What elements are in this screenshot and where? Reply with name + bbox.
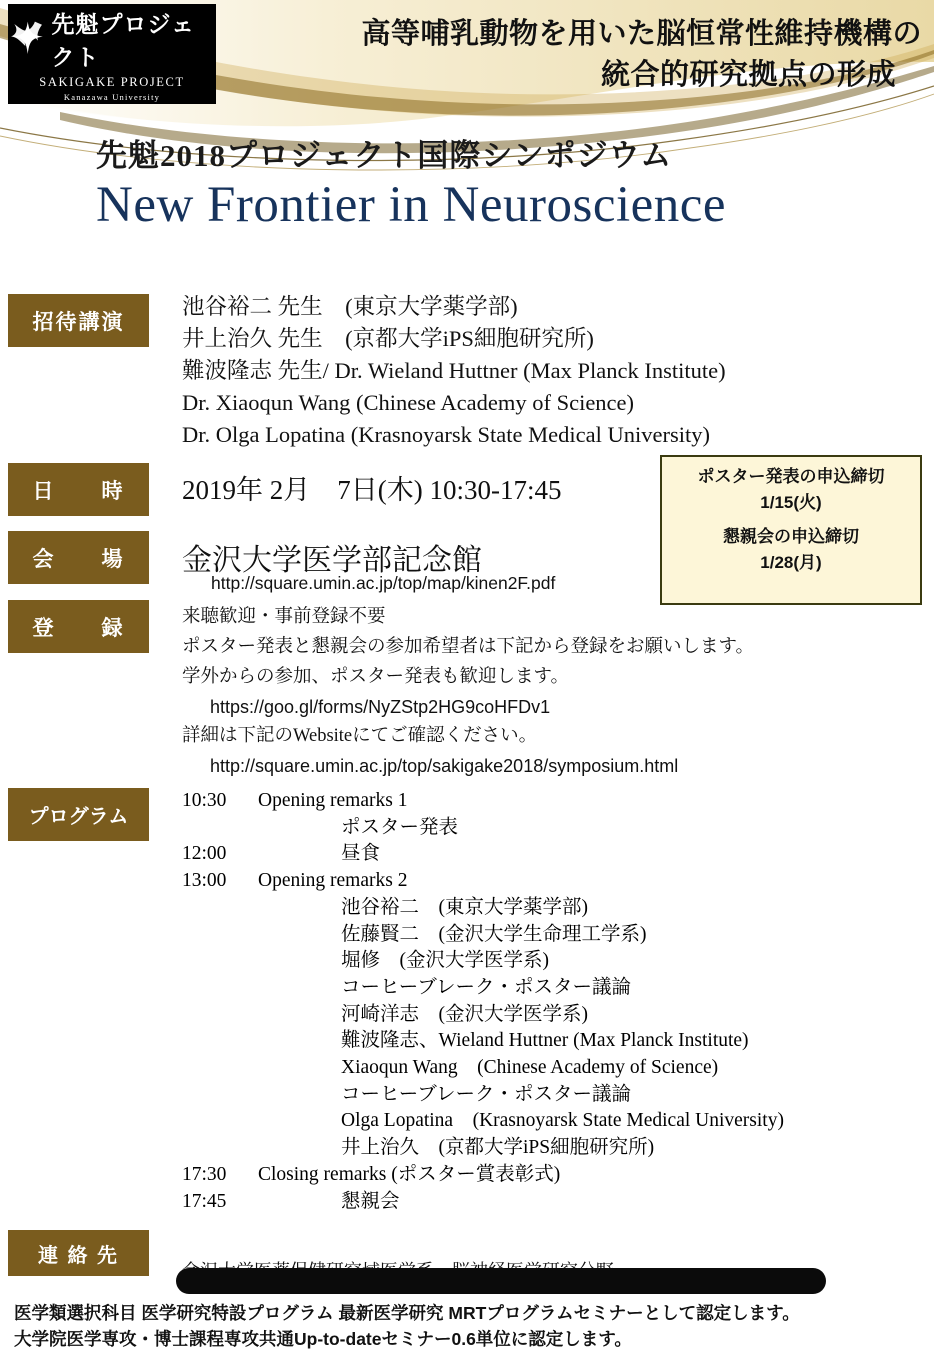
- program-list: [182, 788, 784, 1215]
- program-desc: ポスター発表: [341, 816, 459, 838]
- registration-info: [182, 603, 922, 781]
- venue-map-url[interactable]: http://square.umin.ac.jp/top/map/kinen2F.pdf: [211, 573, 556, 593]
- program-time: [182, 948, 258, 975]
- program-row: [182, 1082, 784, 1109]
- program-time: [182, 1108, 258, 1135]
- label-contact: 連 絡 先: [8, 1230, 149, 1276]
- sakigake-logo: [8, 4, 216, 104]
- program-desc: 難波隆志、Wieland Huttner (Max Planck Institute): [341, 1030, 749, 1052]
- program-desc: Opening remarks 1: [258, 790, 408, 811]
- contact-email-redaction: [176, 1268, 826, 1294]
- program-row: [182, 815, 784, 842]
- program-row: [182, 1162, 784, 1189]
- program-row: [182, 788, 784, 815]
- program-time: 13:00: [182, 870, 227, 892]
- program-time: [182, 1002, 258, 1029]
- label-invited-lecture: 招待講演: [8, 294, 149, 347]
- header-title-line2: 統合的研究拠点の形成: [600, 59, 896, 92]
- logo-text-jp: 先魁プロジェクト: [51, 12, 196, 70]
- deadline-box: [660, 455, 922, 605]
- program-time: [182, 895, 258, 922]
- program-desc: 井上治久 (京都大学iPS細胞研究所): [341, 1137, 655, 1159]
- program-time: [182, 1055, 258, 1082]
- symposium-title-en: New Frontier in Neuroscience: [96, 177, 727, 233]
- invited-speaker: Dr. Xiaoqun Wang (Chinese Academy of Science): [182, 389, 635, 415]
- invited-speaker: 難波隆志 先生/ Dr. Wieland Huttner (Max Planck Institute): [182, 357, 726, 383]
- social-deadline-date: 1/28(月): [760, 552, 822, 572]
- program-desc: Olga Lopatina (Krasnoyarsk State Medical University): [341, 1110, 784, 1132]
- footer-line-2: 大学院医学専攻・博士課程専攻共通Up-to-dateセミナー0.6単位に認定します。: [14, 1329, 632, 1350]
- label-venue: 会 場: [8, 531, 149, 584]
- event-datetime: 2019年 2月 7日(木) 10:30-17:45: [182, 475, 562, 505]
- footer-line-1: 医学類選択科目 医学研究特設プログラム 最新医学研究 MRTプログラムセミナーとして認定します。: [14, 1303, 800, 1323]
- poster-deadline-date: 1/15(火): [760, 492, 822, 512]
- symposium-site-url[interactable]: http://square.umin.ac.jp/top/sakigake2018/symposium.html: [210, 756, 679, 777]
- registration-line-1: 来聴歓迎・事前登録不要: [182, 607, 386, 627]
- header-title-line1: 高等哺乳動物を用いた脳恒常性維持機構の: [361, 18, 922, 50]
- program-row: [182, 1108, 784, 1135]
- venue-name: 金沢大学医学部記念館: [182, 544, 482, 577]
- label-datetime: 日 時: [8, 463, 149, 516]
- registration-line-4: 詳細は下記のWebsiteにてご確認ください。: [182, 726, 538, 747]
- program-desc: コーヒーブレーク・ポスター議論: [341, 976, 631, 998]
- poster-deadline-label: ポスター発表の申込締切: [697, 467, 885, 486]
- symposium-title-jp: 先魁2018プロジェクト国際シンポジウム: [96, 138, 673, 173]
- title-block: [0, 118, 934, 266]
- invited-speaker: Dr. Olga Lopatina (Krasnoyarsk State Medical University): [182, 421, 710, 447]
- invited-speaker: 井上治久 先生 (京都大学iPS細胞研究所): [182, 325, 594, 351]
- program-time: [182, 1135, 258, 1162]
- program-time: 17:30: [182, 1163, 227, 1185]
- invited-speaker: 池谷裕二 先生 (東京大学薬学部): [182, 294, 518, 319]
- program-time: [182, 1082, 258, 1109]
- program-time: [182, 815, 258, 842]
- label-registration: 登 録: [8, 600, 149, 653]
- program-row: [182, 948, 784, 975]
- header-project-title: [222, 14, 922, 96]
- program-row: [182, 1028, 784, 1055]
- program-desc: Xiaoqun Wang (Chinese Academy of Science): [341, 1057, 719, 1079]
- program-desc: 河崎洋志 (金沢大学医学系): [341, 1003, 588, 1025]
- social-deadline-label: 懇親会の申込締切: [723, 527, 859, 546]
- program-row: [182, 841, 784, 868]
- registration-form-url[interactable]: https://goo.gl/forms/NyZStp2HG9coHFDv1: [210, 696, 551, 717]
- program-desc: 堀修 (金沢大学医学系): [341, 950, 549, 972]
- program-time: 10:30: [182, 790, 227, 811]
- program-desc: Opening remarks 2: [258, 870, 408, 892]
- program-row: [182, 922, 784, 949]
- program-desc: 池谷裕二 (東京大学薬学部): [341, 896, 588, 918]
- logo-row: [8, 6, 216, 72]
- program-row: [182, 1055, 784, 1082]
- program-desc: Closing remarks (ポスター賞表彰式): [258, 1163, 561, 1185]
- program-row: [182, 868, 784, 895]
- program-time: [182, 975, 258, 1002]
- program-time: 12:00: [182, 843, 227, 865]
- program-desc: 佐藤賢二 (金沢大学生命理工学系): [341, 923, 647, 945]
- logo-text-univ: Kanazawa University: [63, 92, 161, 102]
- star-burst-icon: [8, 16, 48, 62]
- logo-text-en: SAKIGAKE PROJECT: [39, 75, 185, 89]
- program-desc: 昼食: [341, 843, 381, 865]
- program-row: [182, 1135, 784, 1162]
- program-row: [182, 895, 784, 922]
- invited-speaker-list: [182, 291, 922, 451]
- footer-credit-note: [14, 1300, 924, 1353]
- program-row: [182, 1189, 784, 1216]
- registration-line-2: ポスター発表と懇親会の参加希望者は下記から登録をお願いします。: [182, 636, 755, 657]
- registration-line-3: 学外からの参加、ポスター発表も歓迎します。: [182, 666, 570, 687]
- program-row: [182, 975, 784, 1002]
- program-time: [182, 1028, 258, 1055]
- program-desc: コーヒーブレーク・ポスター議論: [341, 1083, 631, 1105]
- program-time: [182, 922, 258, 949]
- program-row: [182, 1002, 784, 1029]
- label-program: プログラム: [8, 788, 149, 841]
- program-desc: 懇親会: [341, 1190, 400, 1212]
- program-time: 17:45: [182, 1190, 227, 1212]
